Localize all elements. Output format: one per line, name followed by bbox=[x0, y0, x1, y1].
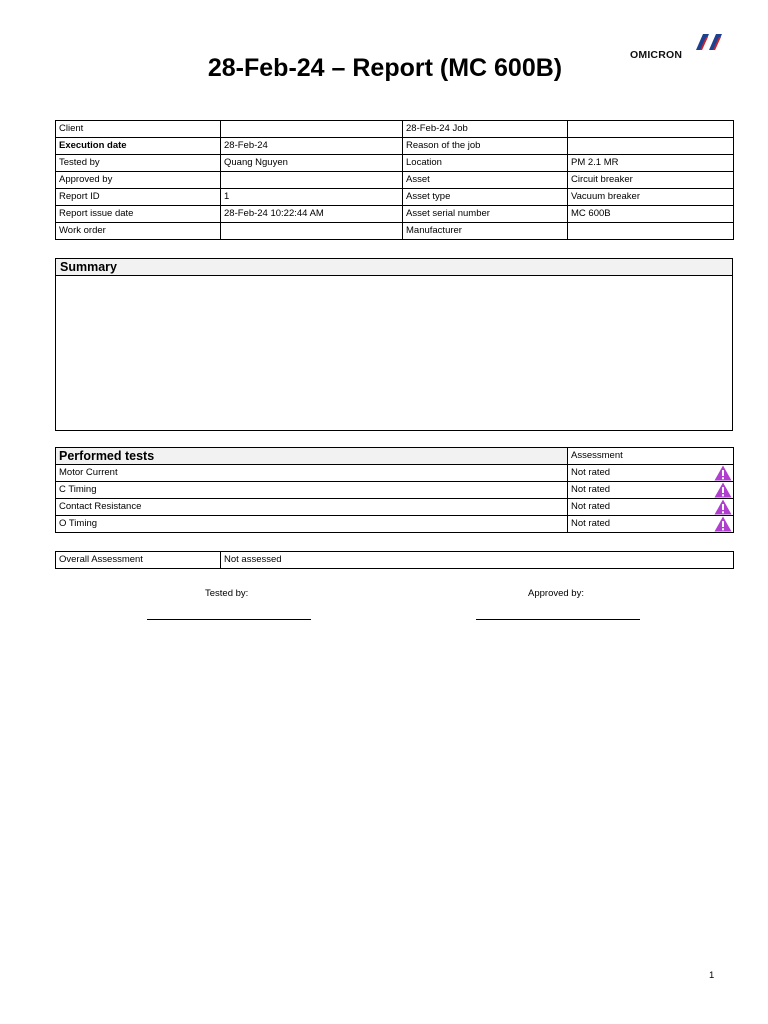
assessment-text: Not rated bbox=[571, 501, 611, 512]
info-label: Client bbox=[56, 121, 221, 138]
info-label: Asset serial number bbox=[403, 206, 568, 223]
info-value bbox=[221, 172, 403, 189]
page-number: 1 bbox=[709, 970, 715, 981]
approved-by-label: Approved by: bbox=[528, 588, 584, 599]
info-label: Execution date bbox=[56, 138, 221, 155]
table-row bbox=[56, 172, 734, 189]
test-assessment bbox=[568, 482, 734, 499]
info-label: Report ID bbox=[56, 189, 221, 206]
tested-by-signature-line bbox=[147, 619, 311, 620]
test-name: C Timing bbox=[56, 482, 568, 499]
test-assessment bbox=[568, 516, 734, 533]
info-label: Tested by bbox=[56, 155, 221, 172]
info-label: Work order bbox=[56, 223, 221, 240]
info-label: Asset bbox=[403, 172, 568, 189]
test-assessment bbox=[568, 465, 734, 482]
test-name: O Timing bbox=[56, 516, 568, 533]
table-row bbox=[56, 189, 734, 206]
table-row bbox=[56, 155, 734, 172]
table-row bbox=[56, 516, 734, 533]
info-value: 1 bbox=[221, 189, 403, 206]
info-label: 28-Feb-24 Job bbox=[403, 121, 568, 138]
info-value bbox=[568, 223, 734, 240]
info-label: Reason of the job bbox=[403, 138, 568, 155]
assessment-text: Not rated bbox=[571, 467, 611, 478]
overall-assessment-table bbox=[55, 551, 734, 569]
table-row bbox=[56, 499, 734, 516]
table-row bbox=[56, 465, 734, 482]
performed-tests-heading: Performed tests bbox=[56, 448, 568, 465]
test-assessment bbox=[568, 499, 734, 516]
assessment-text: Not rated bbox=[571, 484, 611, 495]
assessment-text: Not rated bbox=[571, 518, 611, 529]
info-value bbox=[568, 138, 734, 155]
info-value: Circuit breaker bbox=[568, 172, 734, 189]
assessment-header: Assessment bbox=[568, 448, 734, 465]
info-value: MC 600B bbox=[568, 206, 734, 223]
tested-by-label: Tested by: bbox=[205, 588, 249, 599]
info-value bbox=[221, 121, 403, 138]
info-value: 28-Feb-24 bbox=[221, 138, 403, 155]
table-row bbox=[56, 482, 734, 499]
info-value: Quang Nguyen bbox=[221, 155, 403, 172]
report-title: 28-Feb-24 – Report (MC 600B) bbox=[207, 54, 563, 82]
performed-tests-table bbox=[55, 447, 734, 533]
summary-section bbox=[55, 258, 733, 431]
logo-wordmark: OMICRON bbox=[630, 49, 683, 61]
info-label: Location bbox=[403, 155, 568, 172]
table-row bbox=[56, 138, 734, 155]
approved-by-signature-line bbox=[476, 619, 640, 620]
info-label: Report issue date bbox=[56, 206, 221, 223]
table-row bbox=[56, 121, 734, 138]
summary-heading: Summary bbox=[56, 259, 732, 276]
test-name: Motor Current bbox=[56, 465, 568, 482]
report-info-table bbox=[55, 120, 734, 240]
table-row bbox=[56, 206, 734, 223]
info-value bbox=[221, 223, 403, 240]
info-value: PM 2.1 MR bbox=[568, 155, 734, 172]
info-value: 28-Feb-24 10:22:44 AM bbox=[221, 206, 403, 223]
table-header-row bbox=[56, 448, 734, 465]
info-value: Vacuum breaker bbox=[568, 189, 734, 206]
omicron-logo-icon bbox=[695, 33, 723, 51]
overall-assessment-value: Not assessed bbox=[221, 552, 734, 569]
info-value bbox=[568, 121, 734, 138]
table-row bbox=[56, 552, 734, 569]
info-label: Manufacturer bbox=[403, 223, 568, 240]
warning-triangle-icon bbox=[714, 482, 732, 498]
info-label: Asset type bbox=[403, 189, 568, 206]
warning-triangle-icon bbox=[714, 499, 732, 515]
overall-assessment-label: Overall Assessment bbox=[56, 552, 221, 569]
test-name: Contact Resistance bbox=[56, 499, 568, 516]
table-row bbox=[56, 223, 734, 240]
info-label: Approved by bbox=[56, 172, 221, 189]
warning-triangle-icon bbox=[714, 465, 732, 481]
warning-triangle-icon bbox=[714, 516, 732, 532]
